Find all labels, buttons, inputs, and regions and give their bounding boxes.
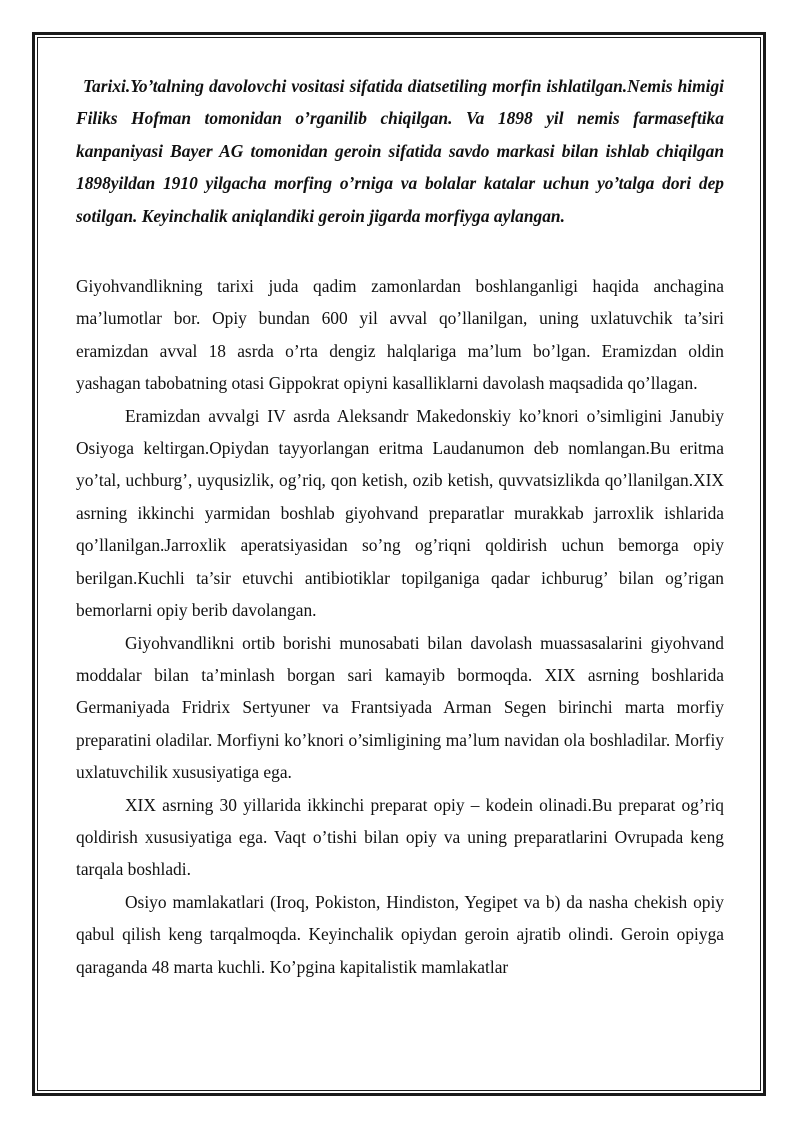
body-paragraph: Giyohvandlikni ortib borishi munosabati bilan davolash muassasalarini giyohvand moddalar bilan ta’minlash borgan sari kamayib bormoqda. XIX asrning boshlarida Germaniyada Fridrix Sertyuner va Frantsiyada Arman Segen birinchi marta morfiy preparatini oladilar. Morfiyni ko’knori o’simligining ma’lum navidan ola boshladilar. Morfiy uxlatuvchilik xususiyatiga ega. <box>76 632 724 783</box>
intro-paragraph: Tarixi.Yo’talning davolovchi vositasi sifatida diatsetiling morfin ishlatilgan.Nemis himigi Filiks Hofman tomonidan o’rganilib chiqilgan. Va 1898 yil nemis farmaseftika kanpaniyasi Bayer AG tomonidan geroin sifatida savdo markasi bilan ishlab chiqilgan 1898yildan 1910 yilgacha morfing o’rniga va bolalar katalar uchun yo’talga dori dep sotilgan. Keyinchalik aniqlandiki geroin jigarda morfiyga aylangan. <box>76 76 724 226</box>
document-body <box>76 70 724 983</box>
body-paragraph: Eramizdan avvalgi IV asrda Aleksandr Makedonskiy ko’knori o’simligini Janubiy Osiyoga keltirgan.Opiydan tayyorlangan eritma Laudanumon deb nomlangan.Bu eritma yo’tal, uchburg’, uyqusizlik, og’riq, qon ketish, ozib ketish, quvvatsizlikda qo’llanilgan.XIX asrning ikkinchi yarmidan boshlab giyohvand preparatlar murakkab jarroxlik ishlarida qo’llanilgan.Jarroxlik aperatsiyasidan so’ng og’riqni qoldirish uchun bemorga opiy berilgan.Kuchli ta’sir etuvchi antibiotiklar topilganiga qadar ichburug’ bilan og’rigan bemorlarni opiy berib davolangan. <box>76 405 724 621</box>
body-paragraph: Giyohvandlikning tarixi juda qadim zamonlardan boshlanganligi haqida anchagina ma’lumotlar bor. Opiy bundan 600 yil avval qo’llanilgan, uning uxlatuvchik ta’siri eramizdan avval 18 asrda o’rta dengiz halqlariga ma’lum bo’lgan. Eramizdan oldin yashagan tabobatning otasi Gippokrat opiyni kasalliklarni davolash maqsadida qo’llagan. <box>76 276 724 394</box>
body-paragraph: XIX asrning 30 yillarida ikkinchi preparat opiy – kodein olinadi.Bu preparat og’riq qoldirish xususiyatiga ega. Vaqt o’tishi bilan opiy va uning preparatlarini Ovrupada keng tarqala boshladi. <box>76 794 724 880</box>
body-paragraph: Osiyo mamlakatlari (Iroq, Pokiston, Hindiston, Yegipet va b) da nasha chekish opiy qabul qilish keng tarqalmoqda. Keyinchalik opiydan geroin ajratib olindi. Geroin opiyga qaraganda 48 marta kuchli. Ko’pgina kapitalistik mamlakatlar <box>76 891 724 977</box>
